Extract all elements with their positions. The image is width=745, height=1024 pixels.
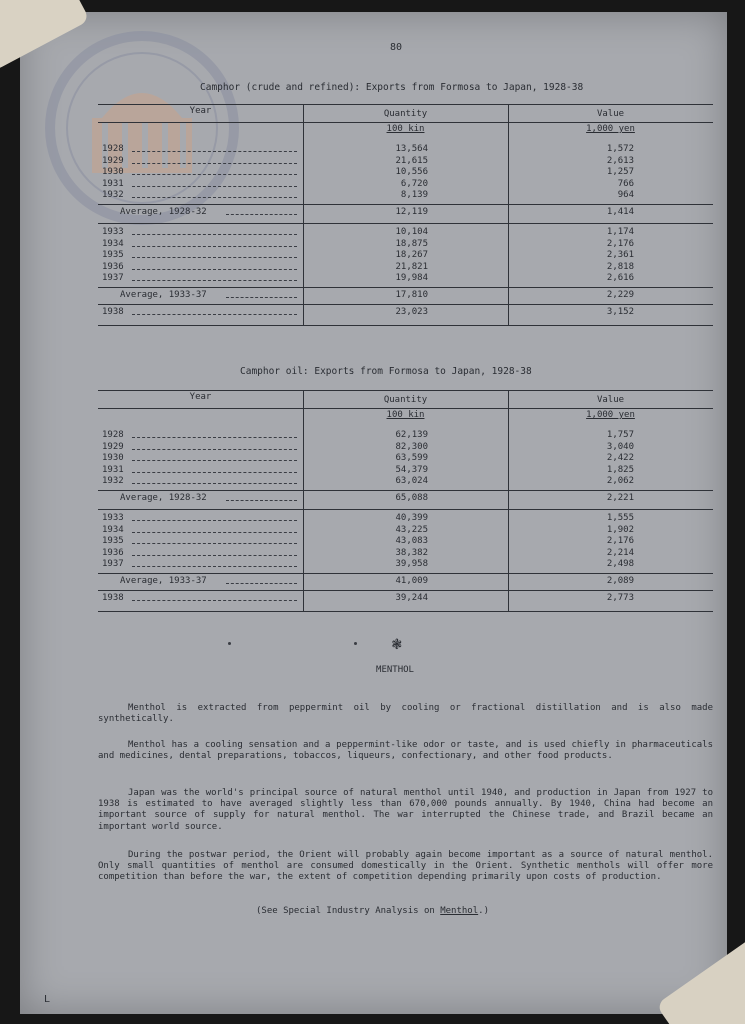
menthol-paragraph-2: Menthol has a cooling sensation and a peppermint-like odor or taste, and is used chiefly in pharmaceuticals and medicines, dental preparations, tobaccos, liqueurs, confectionary, and other food products. [98, 740, 713, 762]
year-label: 1929 [102, 155, 124, 166]
year-label: 1936 [102, 547, 124, 558]
value-cell: 964 [617, 190, 634, 200]
leader-dashes [226, 214, 297, 215]
quantity-unit: 100 kin [386, 124, 425, 134]
value-cell: 1,414 [606, 207, 634, 217]
leader-dashes [132, 163, 297, 164]
quantity-cell: 18,267 [395, 250, 428, 260]
table-rule [98, 611, 713, 612]
quantity-cell: 12,119 [395, 207, 428, 217]
table-rule [98, 490, 713, 491]
year-label: 1937 [102, 559, 124, 569]
leader-dashes [132, 532, 297, 533]
year-label: Average, 1933-37 [120, 290, 207, 300]
table-rule [98, 509, 713, 510]
value-header: Value [596, 109, 625, 119]
table-row [98, 227, 713, 238]
quantity-cell: 38,382 [395, 547, 428, 558]
value-cell: 2,221 [606, 493, 634, 503]
table-row [98, 307, 713, 318]
quantity-cell: 82,300 [395, 441, 428, 452]
year-label: Average, 1928-32 [120, 207, 207, 217]
year-header: Year [189, 106, 212, 116]
table-rule [98, 104, 713, 105]
quantity-cell: 23,023 [395, 307, 428, 317]
year-label: 1935 [102, 250, 124, 260]
stray-dot [228, 642, 231, 645]
leader-dashes [132, 197, 297, 198]
table-rule [98, 408, 713, 409]
average-row [98, 290, 713, 301]
value-unit: 1,000 yen [586, 410, 635, 420]
leader-dashes [132, 555, 297, 556]
table-rule [98, 573, 713, 574]
menthol-paragraph-1: Menthol is extracted from peppermint oil by cooling or fractional distillation and is also made synthetically. [98, 703, 713, 725]
leader-dashes [132, 520, 297, 521]
leader-dashes [132, 449, 297, 450]
quantity-cell: 10,556 [395, 167, 428, 177]
table-row [98, 430, 713, 441]
quantity-cell: 62,139 [395, 430, 428, 440]
table-row [98, 476, 713, 487]
table-row [98, 536, 713, 547]
value-cell: 2,089 [606, 576, 634, 586]
leader-dashes [132, 280, 297, 281]
table-row [98, 156, 713, 167]
year-label: 1928 [102, 144, 124, 154]
year-label: 1931 [102, 178, 124, 189]
quantity-cell: 43,083 [395, 536, 428, 546]
value-cell: 2,818 [606, 261, 634, 272]
quantity-cell: 6,720 [400, 178, 428, 189]
table-row [98, 239, 713, 250]
value-cell: 2,422 [606, 453, 634, 463]
value-cell: 2,616 [606, 273, 634, 283]
corner-mark: L [44, 994, 51, 1005]
quantity-cell: 19,984 [395, 273, 428, 283]
page-number: 80 [389, 42, 403, 53]
table-rule [98, 304, 713, 305]
year-label: 1928 [102, 430, 124, 440]
year-label: 1931 [102, 464, 124, 475]
leader-dashes [132, 174, 297, 175]
value-cell: 1,757 [606, 430, 634, 440]
table-rule [98, 204, 713, 205]
table-rule [98, 390, 713, 391]
quantity-header: Quantity [383, 395, 428, 405]
table-row [98, 548, 713, 559]
leader-dashes [132, 186, 297, 187]
year-label: 1934 [102, 524, 124, 535]
quantity-cell: 41,009 [395, 576, 428, 586]
leader-dashes [226, 500, 297, 501]
leader-dashes [132, 437, 297, 438]
table-row [98, 442, 713, 453]
table2-title: Camphor oil: Exports from Formosa to Japan, 1928-38 [240, 366, 532, 377]
menthol-paragraph-4: During the postwar period, the Orient will probably again become important as a source of natural menthol. Only small quantities of menthol are consumed domestically in the Orient. Synthetic menthols will offer more competition than before the war, the extent of competition depending primarily upon costs of production. [98, 850, 713, 883]
quantity-cell: 63,024 [395, 476, 428, 486]
quantity-cell: 43,225 [395, 524, 428, 535]
year-label: 1933 [102, 513, 124, 523]
year-label: 1938 [102, 593, 124, 603]
year-label: 1930 [102, 453, 124, 463]
leader-dashes [132, 460, 297, 461]
table-rule [98, 223, 713, 224]
year-label: 1934 [102, 238, 124, 249]
leader-dashes [226, 297, 297, 298]
value-cell: 2,214 [606, 547, 634, 558]
table-row [98, 453, 713, 464]
quantity-cell: 63,599 [395, 453, 428, 463]
value-cell: 2,176 [606, 238, 634, 249]
value-cell: 2,613 [606, 155, 634, 166]
ornament-icon: ❃ [392, 634, 402, 653]
value-cell: 1,825 [606, 464, 634, 475]
leader-dashes [132, 246, 297, 247]
table-row [98, 465, 713, 476]
value-cell: 2,773 [606, 593, 634, 603]
table-row [98, 167, 713, 178]
table-rule [98, 325, 713, 326]
value-cell: 3,152 [606, 307, 634, 317]
leader-dashes [132, 269, 297, 270]
value-cell: 3,040 [606, 441, 634, 452]
quantity-header: Quantity [383, 109, 428, 119]
quantity-cell: 39,958 [395, 559, 428, 569]
year-label: 1932 [102, 190, 124, 200]
value-cell: 2,229 [606, 290, 634, 300]
value-cell: 2,498 [606, 559, 634, 569]
table-rule [98, 287, 713, 288]
leader-dashes [132, 151, 297, 152]
year-label: 1929 [102, 441, 124, 452]
table-row [98, 190, 713, 201]
table-row [98, 250, 713, 261]
average-row [98, 207, 713, 218]
year-label: 1936 [102, 261, 124, 272]
table-rule [98, 122, 713, 123]
quantity-cell: 13,564 [395, 144, 428, 154]
table-row [98, 273, 713, 284]
menthol-analysis-link[interactable]: Menthol [440, 906, 479, 916]
menthol-heading: MENTHOL [376, 665, 414, 675]
value-cell: 766 [617, 178, 634, 189]
year-label: 1935 [102, 536, 124, 546]
quantity-cell: 21,821 [395, 261, 428, 272]
leader-dashes [132, 566, 297, 567]
table1-title: Camphor (crude and refined): Exports from Formosa to Japan, 1928-38 [200, 82, 584, 93]
quantity-cell: 21,615 [395, 155, 428, 166]
value-cell: 1,174 [606, 227, 634, 237]
average-row [98, 576, 713, 587]
average-row [98, 493, 713, 504]
table-row [98, 144, 713, 155]
camphor-exports-table [98, 104, 713, 328]
table-row [98, 593, 713, 604]
year-label: Average, 1933-37 [120, 576, 207, 586]
year-label: 1933 [102, 227, 124, 237]
quantity-cell: 54,379 [395, 464, 428, 475]
quantity-cell: 17,810 [395, 290, 428, 300]
value-cell: 1,902 [606, 524, 634, 535]
value-unit: 1,000 yen [586, 124, 635, 134]
year-header: Year [189, 392, 212, 402]
menthol-paragraph-3: Japan was the world's principal source of natural menthol until 1940, and production in Japan from 1927 to 1938 is estimated to have averaged slightly less than 670,000 pounds annually. By 1940, China had become an important source of supply for natural menthol. The war interrupted the Chinese trade, and Brazil became an important world source. [98, 788, 713, 832]
year-label: 1930 [102, 167, 124, 177]
year-label: Average, 1928-32 [120, 493, 207, 503]
value-cell: 1,257 [606, 167, 634, 177]
quantity-cell: 65,088 [395, 493, 428, 503]
value-cell: 2,062 [606, 476, 634, 486]
see-also-note: (See Special Industry Analysis on Menthol.) [255, 906, 489, 916]
quantity-unit: 100 kin [386, 410, 425, 420]
quantity-cell: 10,104 [395, 227, 428, 237]
camphor-oil-exports-table [98, 390, 713, 614]
table-rule [98, 590, 713, 591]
quantity-cell: 39,244 [395, 593, 428, 603]
leader-dashes [226, 583, 297, 584]
leader-dashes [132, 314, 297, 315]
value-cell: 2,361 [606, 250, 634, 260]
table-row [98, 559, 713, 570]
stray-dot [354, 642, 357, 645]
quantity-cell: 8,139 [400, 190, 428, 200]
year-label: 1932 [102, 476, 124, 486]
quantity-cell: 18,875 [395, 238, 428, 249]
leader-dashes [132, 472, 297, 473]
value-cell: 2,176 [606, 536, 634, 546]
leader-dashes [132, 234, 297, 235]
table-row [98, 513, 713, 524]
leader-dashes [132, 543, 297, 544]
table-row [98, 262, 713, 273]
quantity-cell: 40,399 [395, 513, 428, 523]
table-row [98, 525, 713, 536]
value-cell: 1,572 [606, 144, 634, 154]
value-header: Value [596, 395, 625, 405]
year-label: 1938 [102, 307, 124, 317]
year-label: 1937 [102, 273, 124, 283]
leader-dashes [132, 483, 297, 484]
leader-dashes [132, 600, 297, 601]
value-cell: 1,555 [606, 513, 634, 523]
table-row [98, 179, 713, 190]
leader-dashes [132, 257, 297, 258]
